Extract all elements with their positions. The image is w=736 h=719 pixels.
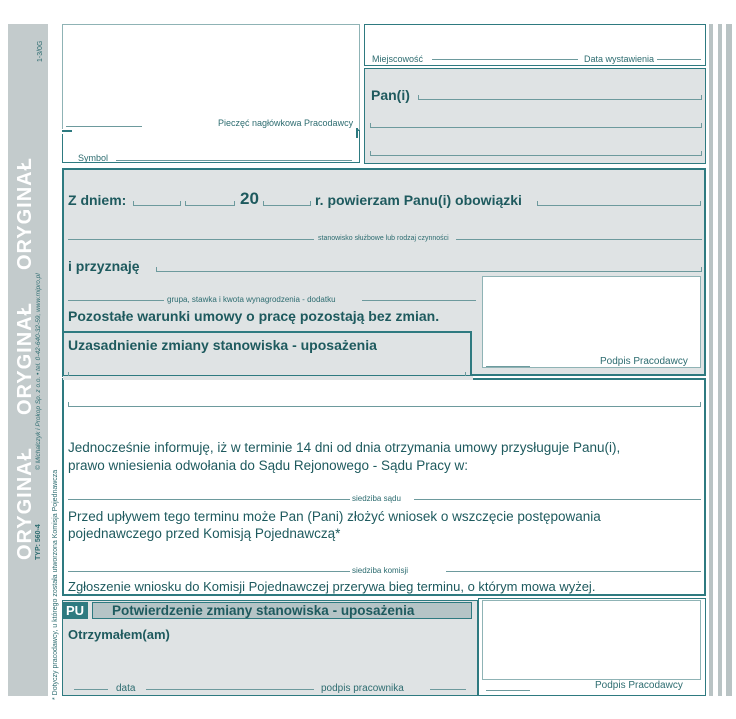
grant-field[interactable]	[156, 267, 702, 272]
right-stripe-1	[709, 24, 713, 696]
inform-line-1: Jednocześnie informuję, iż w terminie 14 dni od dnia otrzymania umowy przysługuje Panu(i),	[68, 440, 621, 455]
original-label-1: ORYGINAŁ	[14, 447, 36, 560]
date-line	[657, 59, 701, 60]
conf-date-label: data	[116, 683, 136, 694]
employee-signature-label: podpis pracownika	[321, 683, 404, 694]
month-field[interactable]	[185, 201, 235, 206]
publisher-info: © Michalczyk i Prokop Sp. z o.o. • tel. 0-42-640-32-59, www.mipro.pl	[35, 273, 42, 470]
salary-line-right	[362, 300, 476, 301]
date-label: Data wystawienia	[584, 54, 655, 64]
court-line-left	[68, 499, 350, 500]
information-section	[62, 378, 706, 596]
received-label: Otrzymałem(am)	[68, 627, 170, 642]
court-caption: siedziba sądu	[352, 494, 401, 503]
symbol-corner-right	[356, 128, 358, 138]
justification-line-2[interactable]	[68, 402, 701, 407]
justification-title: Uzasadnienie zmiany stanowiska - uposażenia	[68, 337, 377, 353]
from-date-label: Z dniem:	[68, 192, 127, 208]
right-stripe-3	[726, 24, 732, 696]
unchanged-text: Pozostałe warunki umowy o pracę pozostają bez zmian.	[68, 308, 440, 324]
before-line-2: pojednawczego przed Komisją Pojednawczą*	[68, 526, 341, 541]
original-label-2: ORYGINAŁ	[14, 302, 36, 415]
place-line	[432, 59, 578, 60]
submission-line: Zgłoszenie wniosku do Komisji Pojednawczej przerywa bieg terminu, o którym mowa wyżej.	[68, 579, 596, 594]
employer-signature-label-2: Podpis Pracodawcy	[595, 680, 683, 691]
addressee-line-3	[370, 151, 702, 156]
right-stripe-2	[718, 24, 722, 696]
symbol-line	[116, 160, 352, 161]
employer-signature-inner-2	[482, 600, 701, 680]
symbol-label: Symbol	[78, 153, 109, 163]
form-code: 1-3/0G	[37, 40, 44, 62]
position-line-left	[68, 239, 314, 240]
day-field[interactable]	[133, 201, 181, 206]
commission-line-left	[68, 571, 350, 572]
symbol-corner	[62, 130, 72, 132]
before-line-1: Przed upływem tego terminu może Pan (Pani) złożyć wniosek o wszczęcie postępowania	[68, 509, 601, 524]
footnote: * Dotyczy pracodawcy, u którego została utworzona Komisja Pojednawcza	[52, 469, 59, 700]
commission-line-right	[446, 571, 701, 572]
info-top-mask	[63, 376, 473, 380]
assign-text: r. powierzam Panu(i) obowiązki	[315, 192, 522, 208]
symbol-white-mask	[62, 129, 358, 134]
employer-signature-line-2	[486, 690, 530, 691]
duties-field[interactable]	[537, 201, 701, 206]
grant-text: i przyznaję	[68, 258, 140, 274]
confirmation-badge: PU	[62, 602, 88, 619]
stamp-box[interactable]	[62, 24, 360, 130]
stamp-label: Pieczęć nagłówkowa Pracodawcy	[218, 118, 354, 128]
place-label: Miejscowość	[372, 54, 424, 64]
year-field[interactable]	[263, 201, 311, 206]
employer-signature-label-1: Podpis Pracodawcy	[600, 356, 688, 367]
addressee-box[interactable]	[364, 68, 706, 164]
addressee-line-2	[370, 123, 702, 128]
addressee-line-1	[418, 95, 702, 100]
addressee-label: Pan(i)	[371, 87, 410, 103]
position-line-right	[456, 239, 702, 240]
employee-signature-line	[430, 689, 466, 690]
salary-line-left	[68, 300, 164, 301]
original-label-3: ORYGINAŁ	[14, 157, 36, 270]
commission-caption: siedziba komisji	[352, 566, 409, 575]
form-type: TYP: 560-4	[35, 524, 42, 560]
confirmation-title: Potwierdzenie zmiany stanowiska - uposażenia	[112, 603, 415, 618]
year-prefix: 20	[240, 189, 259, 208]
employer-signature-line-1	[486, 366, 530, 367]
inform-line-2: prawo wniesienia odwołania do Sądu Rejonowego - Sądu Pracy w:	[68, 458, 468, 473]
conf-date-line-left	[74, 689, 108, 690]
position-caption: stanowisko służbowe lub rodzaj czynności	[318, 235, 449, 242]
stamp-line	[66, 126, 142, 127]
employer-signature-box-1[interactable]	[482, 276, 701, 368]
court-line-right	[414, 499, 701, 500]
conf-date-line-right	[146, 689, 314, 690]
salary-caption: grupa, stawka i kwota wynagrodzenia - dodatku	[167, 295, 336, 304]
